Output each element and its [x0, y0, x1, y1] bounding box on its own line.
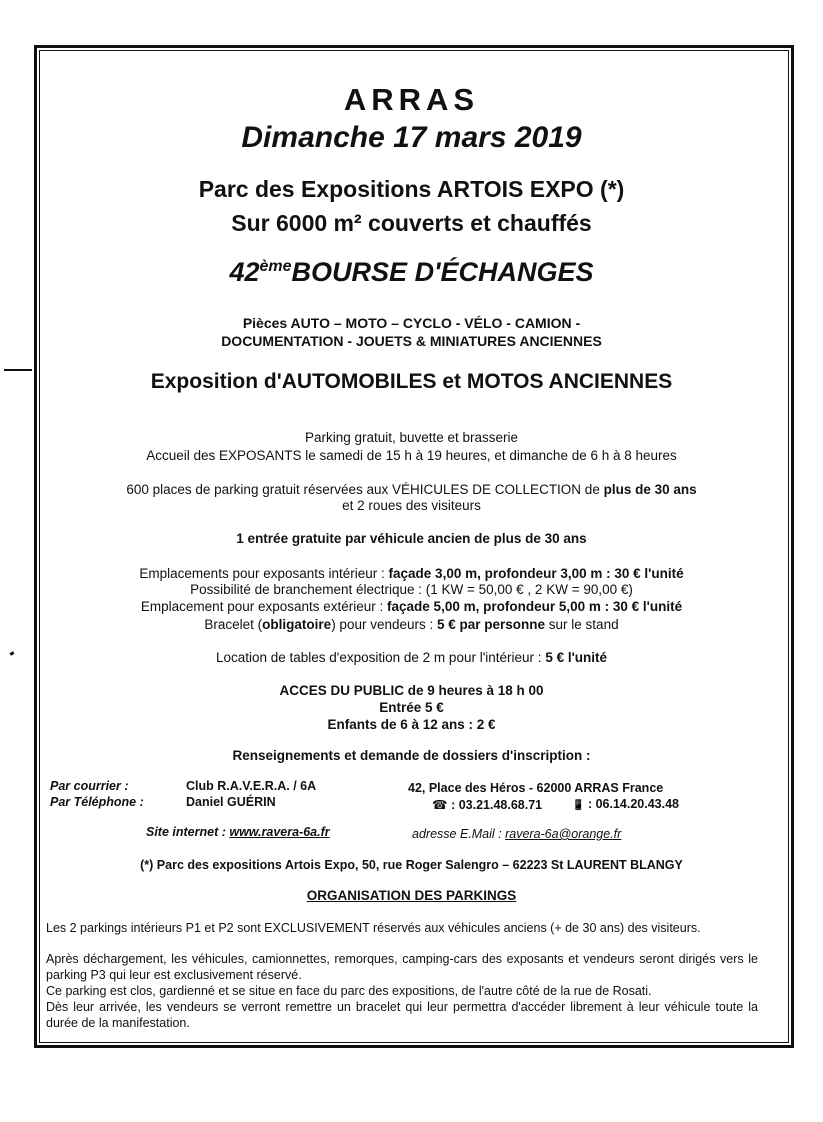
exhibition-title: Exposition d'AUTOMOBILES et MOTOS ANCIENNES — [150, 370, 673, 393]
mail-label: Par courrier : — [50, 779, 129, 793]
phone-label: Par Téléphone : — [50, 795, 144, 809]
edition-suffix: ème — [259, 258, 292, 275]
outdoor-pricing-a: Emplacement pour exposants extérieur : — [140, 599, 388, 614]
edition-number: 42 — [229, 257, 260, 287]
phone-line — [432, 797, 542, 812]
email-line — [412, 827, 621, 841]
bracelet-a: Bracelet ( — [204, 617, 263, 632]
parkings-paragraph-3: Ce parking est clos, gardienné et se situe en face du parc des expositions, de l'autre côté de la rue de Rosati. — [46, 984, 652, 998]
outdoor-pricing — [0, 599, 823, 614]
website-label: Site internet : — [146, 825, 230, 839]
public-access: ACCES DU PUBLIC de 9 heures à 18 h 00 — [279, 683, 544, 698]
collection-parking-text — [0, 482, 823, 497]
postal-address: 42, Place des Héros - 62000 ARRAS France — [408, 781, 664, 795]
website-link[interactable]: www.ravera-6a.fr — [229, 825, 330, 839]
tables-pricing — [0, 650, 823, 665]
phone-number[interactable]: : 03.21.48.68.71 — [451, 798, 543, 812]
bracelet-b: obligatoire — [262, 617, 332, 632]
email-label: adresse E.Mail : — [412, 827, 506, 841]
tables-b: 5 € l'unité — [545, 650, 608, 665]
parking-bar-text: Parking gratuit, buvette et brasserie — [304, 430, 519, 445]
collection-parking-line-2: et 2 roues des visiteurs — [342, 498, 481, 513]
parkings-title: ORGANISATION DES PARKINGS — [306, 888, 517, 903]
event-name: BOURSE D'ÉCHANGES — [291, 257, 594, 287]
indoor-pricing — [0, 566, 823, 581]
bracelet-e: sur le stand — [545, 617, 619, 632]
bracelet-d: 5 € par personne — [437, 617, 546, 632]
collection-parking-part-a: 600 places de parking gratuit réservées aux VÉHICULES DE COLLECTION de — [126, 482, 604, 497]
collection-parking-part-b: plus de 30 ans — [603, 482, 697, 497]
free-entry-text: 1 entrée gratuite par véhicule ancien de plus de 30 ans — [236, 531, 587, 546]
parkings-paragraph-4: Dès leur arrivée, les vendeurs se verront remettre un bracelet qui leur permettra d'accéder librement à leur véhicule toute la durée de la manifestation. — [46, 1000, 758, 1030]
parts-line-1: Pièces AUTO – MOTO – CYCLO - VÉLO - CAMION - — [242, 315, 581, 331]
children-entry: Enfants de 6 à 12 ans : 2 € — [327, 717, 496, 732]
venue-footnote: (*) Parc des expositions Artois Expo, 50, rue Roger Salengro – 62223 St LAURENT BLANGY — [140, 858, 683, 872]
bracelet-c: ) pour vendeurs : — [331, 617, 437, 632]
club-name: Club R.A.V.E.R.A. / 6A — [186, 779, 317, 793]
parts-line-2: DOCUMENTATION - JOUETS & MINIATURES ANCIENNES — [221, 333, 602, 349]
electric-pricing: Possibilité de branchement électrique : (1 KW = 50,00 € , 2 KW = 90,00 €) — [190, 582, 633, 597]
mobile-line — [572, 797, 679, 811]
email-link[interactable]: ravera-6a@orange.fr — [505, 827, 622, 841]
venue-line-2: Sur 6000 m² couverts et chauffés — [231, 210, 592, 236]
event-date: Dimanche 17 mars 2019 — [241, 121, 582, 154]
bracelet-pricing — [0, 617, 823, 632]
venue-line-1: Parc des Expositions ARTOIS EXPO (*) — [198, 176, 625, 202]
parkings-paragraph-1: Les 2 parkings intérieurs P1 et P2 sont EXCLUSIVEMENT réservés aux véhicules anciens (+ de 30 ans) des visiteurs. — [46, 921, 701, 935]
event-title — [0, 257, 823, 288]
public-entry: Entrée 5 € — [379, 700, 444, 715]
tables-a: Location de tables d'exposition de 2 m pour l'intérieur : — [215, 650, 546, 665]
parkings-paragraph-2: Après déchargement, les véhicules, camionnettes, remorques, camping-cars des exposants et vendeurs seront dirigés vers le parking P3 qui leur est exclusivement réservé. — [46, 952, 758, 982]
outdoor-pricing-b: façade 5,00 m, profondeur 5,00 m : 30 € l'unité — [387, 599, 683, 614]
phone-icon: ☎ — [432, 798, 448, 812]
mobile-number[interactable]: : 06.14.20.43.48 — [587, 797, 679, 811]
city-title: ARRAS — [343, 82, 480, 117]
indoor-pricing-a: Emplacements pour exposants intérieur : — [139, 566, 389, 581]
contact-heading: Renseignements et demande de dossiers d'inscription : — [232, 748, 591, 763]
exhibitor-welcome-text: Accueil des EXPOSANTS le samedi de 15 h à 19 heures, et dimanche de 6 h à 8 heures — [146, 448, 677, 463]
website-line — [146, 825, 330, 839]
indoor-pricing-b: façade 3,00 m, profondeur 3,00 m : 30 € l'unité — [388, 566, 684, 581]
contact-person: Daniel GUÉRIN — [186, 795, 276, 809]
mobile-phone-icon: 📱 — [572, 800, 585, 811]
